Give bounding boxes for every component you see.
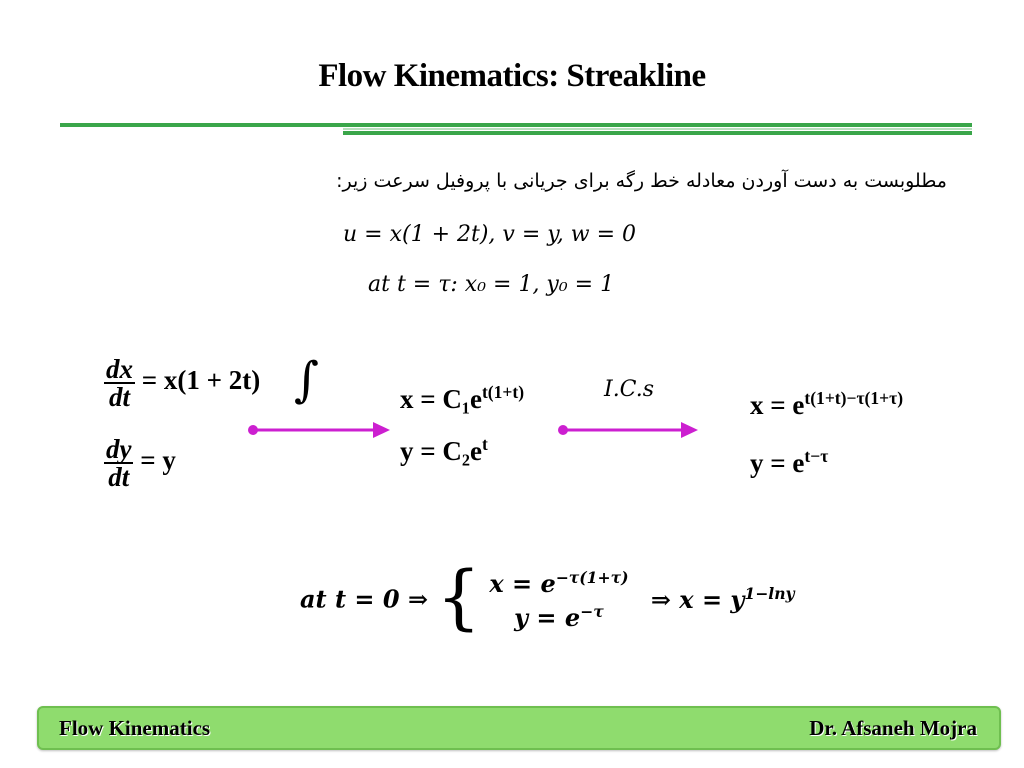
integral-sign: ∫ [294,352,320,408]
left-brace: { [436,556,481,638]
general-y-exponent: t [481,434,488,454]
ode-x [104,356,260,410]
result-y-exponent: −τ [580,602,604,621]
result-system [489,567,628,635]
ics-label: I.C.s [604,377,655,402]
arrow-right-icon [555,418,705,442]
general-x-exponent: t(1+t) [481,382,525,402]
footer-course-title: Flow Kinematics [59,716,211,740]
problem-statement: مطلوبست به دست آوردن معادله خط رگه برای جریانی با پروفیل سرعت زیر: [336,170,947,192]
divider-line-bottom [343,131,972,135]
velocity-field: u = x(1 + 2t), v = y, w = 0 [343,222,636,247]
particular-y-base: y = e [750,448,805,478]
general-solution-y [400,436,488,467]
result-eq-x [489,567,628,601]
footer-author: Dr. Afsaneh Mojra [809,716,977,740]
result-conclusion [651,585,795,614]
conclusion-base: ⇒ x = y [650,584,745,614]
initial-condition [368,272,614,297]
ode-x-rhs: = x(1 + 2t) [141,365,261,396]
general-x-base: x = C₁e [400,384,482,414]
general-solution-x [400,384,524,415]
arrow-right-icon [245,418,395,442]
divider-line-top [60,123,972,127]
particular-y-exponent: t−τ [804,446,829,466]
condition-prefix: at t = τ: [368,272,458,297]
divider-highlight [343,128,972,130]
footer-bar [37,706,1001,750]
condition-values: x₀ = 1, y₀ = 1 [464,272,615,297]
fraction-numerator: dx [106,354,133,384]
fraction-dx-dt [104,356,135,410]
conclusion-exponent: 1−lny [744,583,795,603]
final-result [300,556,795,642]
fraction-numerator: dy [106,434,132,464]
particular-solution-x [750,390,903,421]
result-prefix: at t = 0 ⇒ [300,584,429,614]
fraction-dy-dt [104,436,133,490]
result-x-base: x = e [489,569,556,598]
result-y-base: y = e [514,603,581,632]
general-y-base: y = C₂e [400,436,482,466]
fraction-denominator: dt [108,382,130,412]
ode-y [104,436,176,490]
slide-title: Flow Kinematics: Streakline [318,58,706,94]
particular-x-exponent: t(1+t)−τ(1+τ) [804,388,904,408]
ode-y-rhs: = y [140,445,176,476]
particular-x-base: x = e [750,390,805,420]
result-eq-y [489,601,628,635]
result-x-exponent: −τ(1+τ) [555,568,629,587]
fraction-denominator: dt [108,462,130,492]
particular-solution-y [750,448,828,479]
